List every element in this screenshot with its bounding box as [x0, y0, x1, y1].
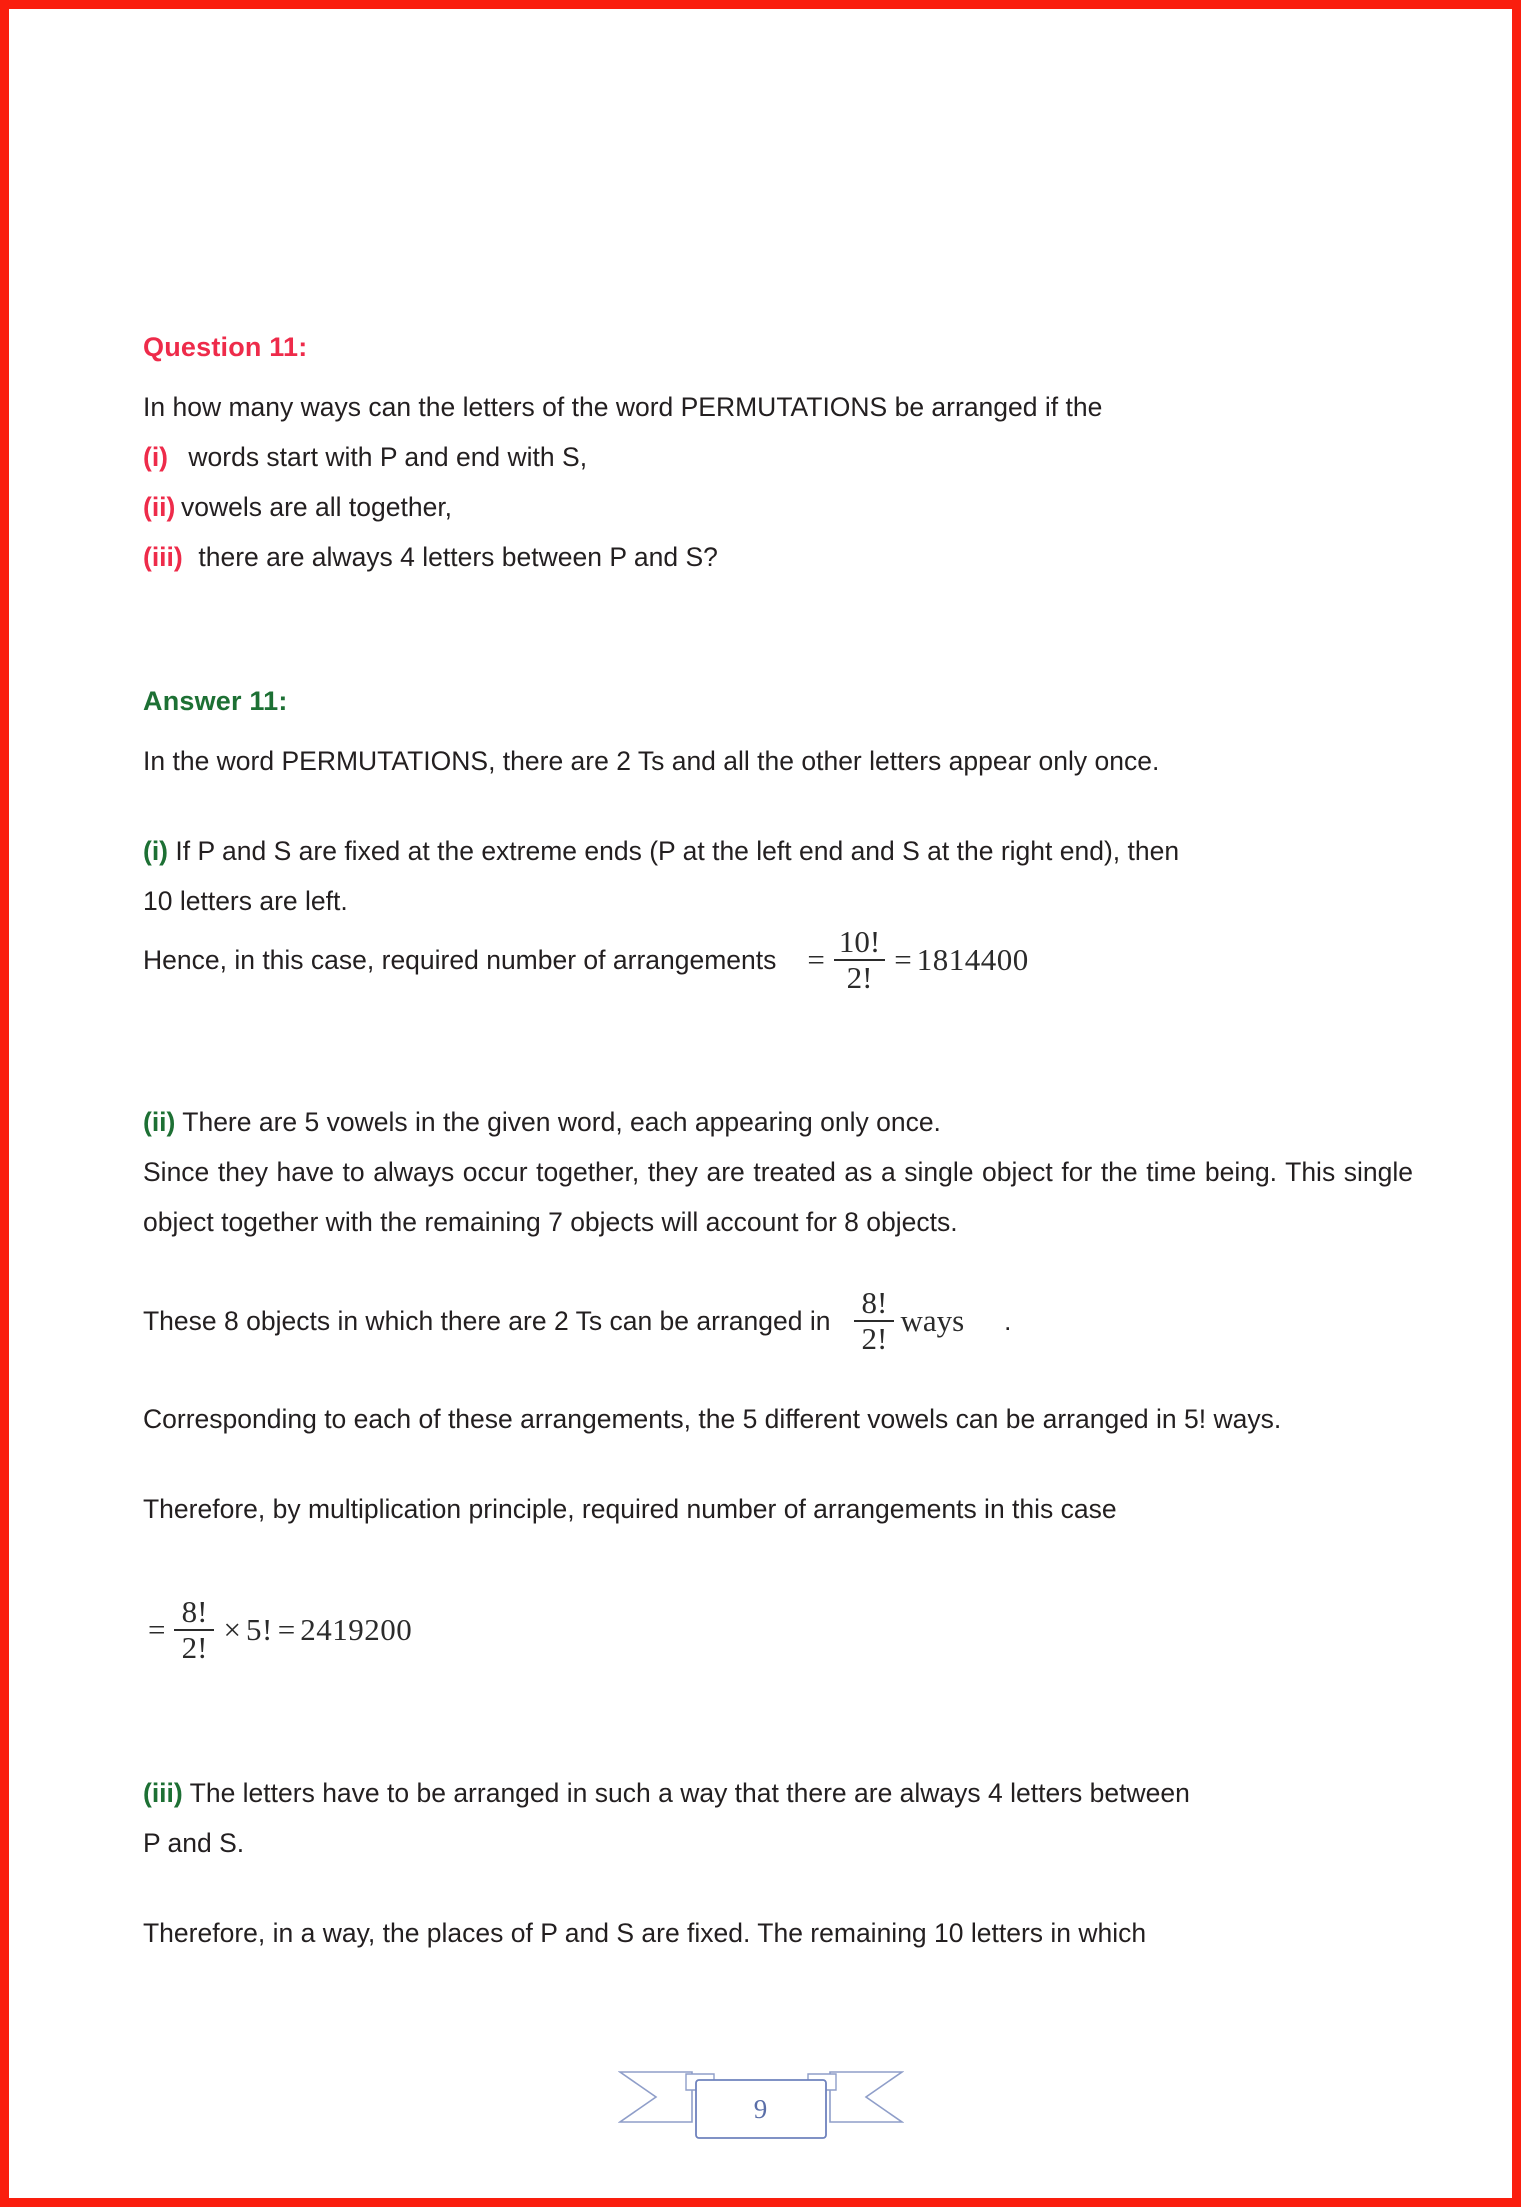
answer-marker-i: (i) — [143, 836, 169, 866]
page-number-label: 9 — [753, 2094, 768, 2124]
fraction-8-over-2 — [174, 1594, 214, 1666]
formula-factor-5-factorial: 5! — [245, 1612, 273, 1648]
formula-result-2419200: 2419200 — [300, 1612, 413, 1648]
formula-equals-1: = — [807, 941, 825, 977]
answer-part-i-line3-row — [143, 926, 1413, 993]
answer-part-ii-para1: Since they have to always occur together, they are treated as a single object for the time being. This single object together with the remaining 7 objects will account for 8 objects. — [143, 1157, 1413, 1238]
formula-equals-1: = — [148, 1612, 166, 1648]
question-marker-i: (i) — [143, 442, 169, 472]
fraction-numerator: 10! — [838, 924, 881, 959]
fraction-denominator: 2! — [846, 959, 873, 995]
answer-part-ii-line2-row — [143, 1287, 1413, 1354]
formula-8-over-2-times-5-factorial — [143, 1594, 413, 1666]
answer-spacer-4 — [143, 1354, 1413, 1394]
answer-part-ii-para3: Therefore, by multiplication principle, required number of arrangements in this case — [143, 1494, 1117, 1525]
formula-word-ways: ways — [900, 1302, 965, 1338]
fraction-8-over-2 — [854, 1287, 894, 1354]
answer-spacer-7 — [143, 1664, 1413, 1768]
answer-part-i-line2: 10 letters are left. — [143, 886, 348, 916]
answer-spacer-8 — [143, 1868, 1413, 1908]
answer-marker-iii: (iii) — [143, 1777, 183, 1808]
page-number-ribbon — [618, 2050, 904, 2140]
document-content — [143, 332, 1413, 1958]
answer-part-iii-line1: The letters have to be arranged in such a way that there are always 4 letters between — [189, 1777, 1190, 1808]
fraction-denominator: 2! — [181, 1630, 208, 1666]
answer-part-ii-line1: There are 5 vowels in the given word, each appearing only once. — [182, 1107, 941, 1138]
formula-equals-2: = — [894, 941, 912, 977]
answer-spacer-5 — [143, 1444, 1413, 1484]
answer-spacer-1 — [143, 786, 1413, 826]
answer-part-ii-line1-block — [143, 1097, 1413, 1147]
answer-part-i-line1: If P and S are fixed at the extreme ends (P at the left end and S at the right end), then — [175, 836, 1180, 866]
question-item-iii-text: there are always 4 letters between P and S? — [198, 542, 718, 572]
question-conditions-list — [143, 432, 1413, 582]
answer-heading: Answer 11: — [143, 686, 288, 716]
page-footer — [22, 2050, 1499, 2140]
multiplication-sign: × — [223, 1612, 241, 1648]
fraction-10-over-2 — [834, 926, 885, 993]
formula-10-factorial-over-2-factorial — [802, 926, 1028, 993]
page-canvas — [18, 18, 1503, 2189]
answer-marker-ii: (ii) — [143, 1107, 176, 1138]
question-marker-iii: (iii) — [143, 542, 183, 572]
answer-spacer-6 — [143, 1534, 1413, 1596]
answer-part-i-line3: Hence, in this case, required number of arrangements — [143, 944, 777, 975]
formula-result-1814400: 1814400 — [916, 941, 1029, 977]
answer-part-ii-total-formula-row — [143, 1594, 1413, 1666]
answer-part-i-line1-block — [143, 826, 1413, 876]
question-marker-ii: (ii) — [143, 492, 176, 522]
question-item-ii-text: vowels are all together, — [181, 492, 453, 522]
question-heading: Question 11: — [143, 332, 308, 362]
question-item-ii — [143, 482, 1413, 532]
answer-spacer-3 — [143, 1247, 1413, 1287]
question-item-i-text: words start with P and end with S, — [188, 442, 588, 472]
section-spacer — [143, 582, 1413, 686]
answer-part-iii-line1-block — [143, 1768, 1413, 1818]
answer-part-iii-line2: P and S. — [143, 1827, 245, 1858]
answer-part-ii-para2: Corresponding to each of these arrangements, the 5 different vowels can be arranged in 5! ways. — [143, 1404, 1282, 1435]
question-intro-line: In how many ways can the letters of the word PERMUTATIONS be arranged if the — [143, 392, 1103, 422]
question-item-iii — [143, 532, 1413, 582]
answer-part-iii-para1: Therefore, in a way, the places of P and S are fixed. The remaining 10 letters in which — [143, 1917, 1147, 1948]
fraction-denominator: 2! — [861, 1320, 888, 1356]
answer-intro-line: In the word PERMUTATIONS, there are 2 Ts and all the other letters appear only once. — [143, 746, 1160, 776]
formula-equals-2: = — [277, 1612, 296, 1648]
fraction-numerator: 8! — [181, 1594, 208, 1630]
answer-spacer-2 — [143, 993, 1413, 1097]
fraction-numerator: 8! — [861, 1285, 888, 1321]
answer-part-ii-line2: These 8 objects in which there are 2 Ts can be arranged in — [143, 1305, 831, 1336]
formula-trailing-period: . — [1004, 1305, 1012, 1336]
question-item-i — [143, 432, 1413, 482]
formula-8-factorial-over-2-factorial-ways — [850, 1287, 964, 1354]
